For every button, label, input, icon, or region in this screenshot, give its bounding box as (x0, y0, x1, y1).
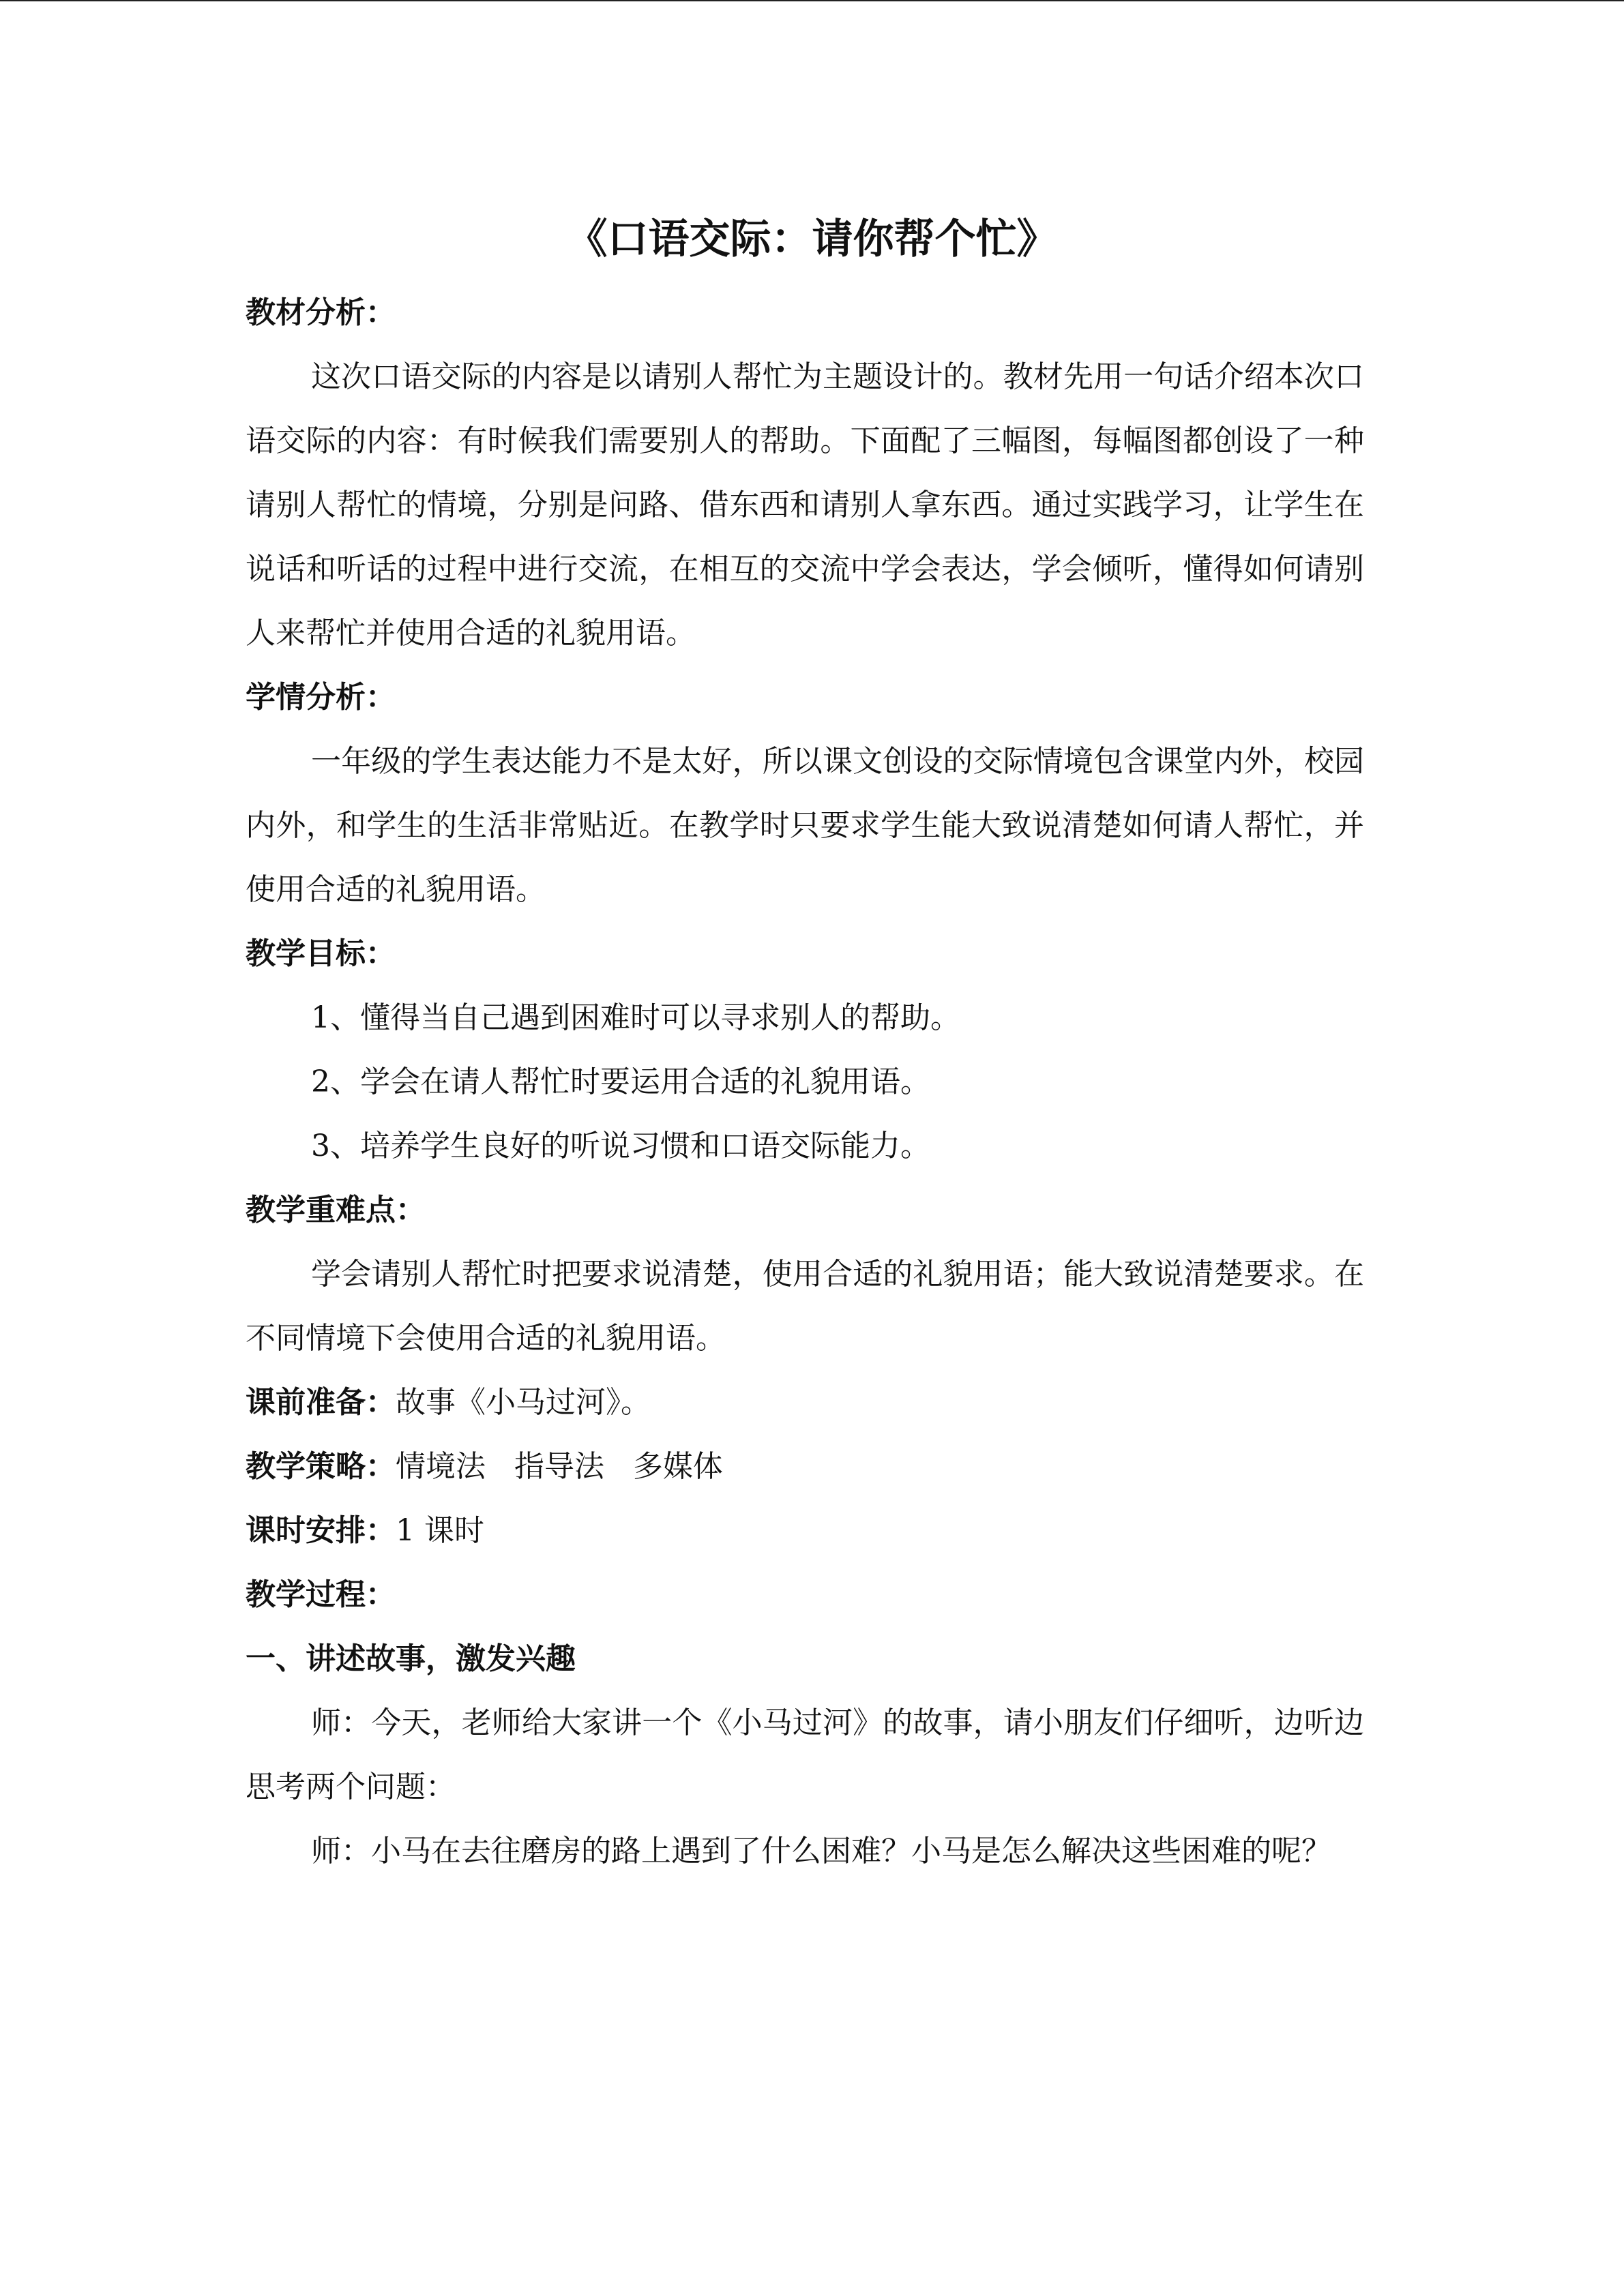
preparation-value: 故事《小马过河》。 (396, 1385, 651, 1420)
step-paragraph: 师：小马在去往磨房的路上遇到了什么困难？小马是怎么解决这些困难的呢？ (311, 1834, 1331, 1868)
section-textbook-analysis (246, 281, 1364, 666)
step-paragraph: 师：今天，老师给大家讲一个《小马过河》的故事，请小朋友们仔细听，边听边思考两个问题： (246, 1705, 1364, 1804)
document-title: 《口语交际：请你帮个忙》 (566, 215, 1058, 263)
schedule-label: 课时安排： (246, 1513, 396, 1548)
preparation-label: 课前准备： (246, 1385, 396, 1420)
section-heading: 学情分析： (246, 680, 396, 715)
section-key-points (246, 1178, 1364, 1371)
schedule-line (246, 1499, 1364, 1563)
section-teaching-process (246, 1563, 1364, 1883)
section-teaching-goals (246, 922, 1364, 1178)
step-heading: 一、讲述故事，激发兴趣 (246, 1641, 576, 1676)
schedule-value: 1 课时 (396, 1513, 484, 1548)
goal-item: 3、培养学生良好的听说习惯和口语交际能力。 (311, 1129, 930, 1163)
section-paragraph: 这次口语交际的内容是以请别人帮忙为主题设计的。教材先用一句话介绍本次口语交际的内容：有时候我们需要别人的帮助。下面配了三幅图，每幅图都创设了一种请别人帮忙的情境，分别是问路、借东西和请别人拿东西。通过实践学习，让学生在说话和听话的过程中进行交流，在相互的交流中学会表达，学会倾听，懂得如何请别人来帮忙并使用合适的礼貌用语。 (246, 359, 1364, 651)
section-heading: 教材分析： (246, 295, 396, 330)
page-top-border (0, 0, 1624, 1)
section-heading: 教学目标： (246, 936, 396, 971)
strategy-label: 教学策略： (246, 1449, 396, 1484)
section-heading: 教学重难点： (246, 1193, 426, 1227)
section-paragraph: 学会请别人帮忙时把要求说清楚，使用合适的礼貌用语；能大致说清楚要求。在不同情境下会使用合适的礼貌用语。 (246, 1257, 1364, 1356)
section-heading: 教学过程： (246, 1577, 396, 1612)
goal-item: 1、懂得当自己遇到困难时可以寻求别人的帮助。 (311, 1000, 960, 1035)
strategy-line (246, 1435, 1364, 1499)
preparation-line (246, 1371, 1364, 1435)
section-student-analysis (246, 666, 1364, 922)
goal-item: 2、学会在请人帮忙时要运用合适的礼貌用语。 (311, 1064, 930, 1099)
document-body (246, 281, 1364, 1883)
strategy-value: 情境法 指导法 多媒体 (396, 1449, 723, 1484)
section-paragraph: 一年级的学生表达能力不是太好，所以课文创设的交际情境包含课堂内外，校园内外，和学生的生活非常贴近。在教学时只要求学生能大致说清楚如何请人帮忙，并使用合适的礼貌用语。 (246, 744, 1364, 907)
